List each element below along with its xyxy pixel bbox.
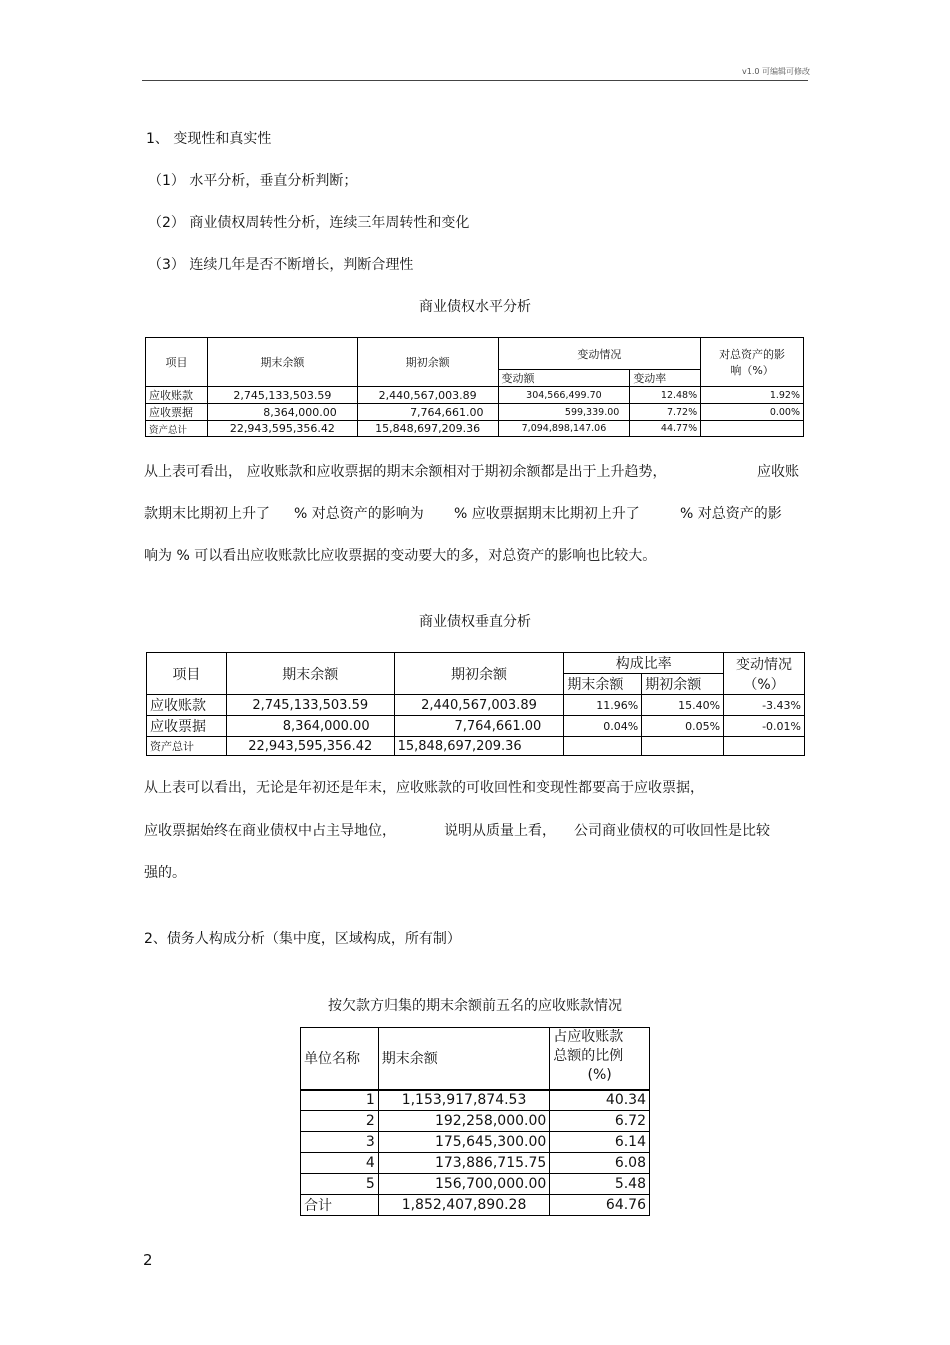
impact [701, 421, 804, 437]
change-rate: 7.72% [630, 404, 701, 421]
table-row [301, 1153, 650, 1174]
begin-balance: 7,764,661.00 [394, 716, 564, 737]
ratio-end [564, 737, 642, 756]
end-balance: 173,886,715.75 [378, 1153, 549, 1174]
table-row-total [301, 1195, 650, 1216]
para1-line1b: 应收账 [757, 464, 799, 480]
pct: 5.48 [550, 1174, 650, 1195]
header-unit: 单位名称 [301, 1028, 379, 1090]
row-name: 应收账款 [147, 695, 227, 716]
header-change-line2: （%） [743, 676, 785, 693]
pct: 6.72 [550, 1111, 650, 1132]
table-row [146, 387, 804, 404]
para1-line2c: % 应收票据期末比期初上升了 [454, 506, 640, 522]
header-begin-balance: 期初余额 [394, 653, 564, 695]
para2-line3: 强的。 [144, 865, 186, 881]
header-change-amount: 变动额 [498, 370, 630, 387]
end-balance: 8,364,000.00 [226, 716, 394, 737]
header-ratio-end: 期末余额 [564, 674, 642, 695]
unit: 1 [301, 1090, 379, 1111]
change [724, 737, 805, 756]
end-balance: 22,943,595,356.42 [226, 737, 394, 756]
begin-balance: 2,440,567,003.89 [357, 387, 498, 404]
table-row [301, 1090, 650, 1111]
vertical-analysis-table [146, 652, 805, 756]
unit: 4 [301, 1153, 379, 1174]
para2-line1: 从上表可以看出，无论是年初还是年末，应收账款的可收回性和变现性都要高于应收票据， [144, 780, 704, 796]
table-row [147, 695, 805, 716]
section2-title: 2、债务人构成分析（集中度，区域构成，所有制） [144, 931, 461, 947]
pct: 6.08 [550, 1153, 650, 1174]
table-row [301, 1174, 650, 1195]
header-change-line1: 变动情况 [736, 656, 793, 673]
begin-balance: 15,848,697,209.36 [394, 737, 564, 756]
page-number: 2 [143, 1251, 153, 1269]
para1-line3: 响为 % 可以看出应收账款比应收票据的变动要大的多，对总资产的影响也比较大。 [144, 548, 657, 564]
row-name: 应收账款 [146, 387, 208, 404]
header-item: 项目 [147, 653, 227, 695]
section1-item-3: （3） 连续几年是否不断增长，判断合理性 [148, 257, 414, 273]
para2-line2c: 公司商业债权的可收回性是比较 [574, 823, 770, 839]
header-end-balance: 期末余额 [207, 338, 357, 387]
pct: 64.76 [550, 1195, 650, 1216]
impact: 1.92% [701, 387, 804, 404]
page-header: v1.0 可编辑可修改 [742, 67, 810, 76]
header-pct-line1: 占应收账款 [553, 1029, 624, 1045]
ratio-end: 11.96% [564, 695, 642, 716]
table-row [147, 737, 805, 756]
change-amount: 599,339.00 [498, 404, 630, 421]
unit: 2 [301, 1111, 379, 1132]
table-row [146, 421, 804, 437]
table-row [146, 404, 804, 421]
end-balance: 22,943,595,356.42 [207, 421, 357, 437]
header-impact-line2: 响（%） [730, 364, 774, 377]
header-impact-line1: 对总资产的影 [719, 348, 786, 361]
begin-balance: 2,440,567,003.89 [394, 695, 564, 716]
change-amount: 7,094,898,147.06 [498, 421, 630, 437]
change: -0.01% [724, 716, 805, 737]
header-item: 项目 [146, 338, 208, 387]
ratio-begin: 0.05% [642, 716, 724, 737]
header-ratio: 构成比率 [564, 653, 724, 674]
header-pct [550, 1028, 650, 1090]
end-balance: 192,258,000.00 [378, 1111, 549, 1132]
top5-receivables-table [300, 1027, 650, 1216]
change: -3.43% [724, 695, 805, 716]
unit: 5 [301, 1174, 379, 1195]
change-amount: 304,566,499.70 [498, 387, 630, 404]
begin-balance: 15,848,697,209.36 [357, 421, 498, 437]
header-ratio-begin: 期初余额 [642, 674, 724, 695]
header-end-balance: 期末余额 [378, 1028, 549, 1090]
row-name: 资产总计 [147, 737, 227, 756]
table3-caption: 按欠款方归集的期末余额前五名的应收账款情况 [328, 998, 622, 1014]
para1-line1a: 从上表可看出， 应收账款和应收票据的期末余额相对于期初余额都是出于上升趋势， [144, 464, 667, 480]
horizontal-analysis-table [145, 337, 804, 437]
table-row [301, 1132, 650, 1153]
row-name: 应收票据 [146, 404, 208, 421]
pct: 40.34 [550, 1090, 650, 1111]
change-rate: 12.48% [630, 387, 701, 404]
unit: 合计 [301, 1195, 379, 1216]
change-rate: 44.77% [630, 421, 701, 437]
unit: 3 [301, 1132, 379, 1153]
para1-line2a: 款期末比期初上升了 [144, 506, 270, 522]
ratio-end: 0.04% [564, 716, 642, 737]
ratio-begin [642, 737, 724, 756]
table-row [301, 1111, 650, 1132]
section1-item-2: （2） 商业债权周转性分析，连续三年周转性和变化 [148, 215, 470, 231]
end-balance: 156,700,000.00 [378, 1174, 549, 1195]
header-end-balance: 期末余额 [226, 653, 394, 695]
table-row [147, 716, 805, 737]
para1-line2d: % 对总资产的影 [680, 506, 782, 522]
ratio-begin: 15.40% [642, 695, 724, 716]
header-pct-line3: (%) [587, 1067, 612, 1083]
para1-line2b: % 对总资产的影响为 [294, 506, 424, 522]
end-balance: 2,745,133,503.59 [226, 695, 394, 716]
end-balance: 8,364,000.00 [207, 404, 357, 421]
section1-item-1: （1） 水平分析，垂直分析判断； [148, 173, 358, 189]
impact: 0.00% [701, 404, 804, 421]
end-balance: 1,153,917,874.53 [378, 1090, 549, 1111]
para2-line2a: 应收票据始终在商业债权中占主导地位， [144, 823, 396, 839]
table1-caption: 商业债权水平分析 [419, 299, 531, 315]
header-begin-balance: 期初余额 [357, 338, 498, 387]
header-change: 变动情况 [498, 338, 701, 370]
end-balance: 175,645,300.00 [378, 1132, 549, 1153]
section1-title: 1、 变现性和真实性 [146, 131, 272, 147]
begin-balance: 7,764,661.00 [357, 404, 498, 421]
table2-caption: 商业债权垂直分析 [419, 614, 531, 630]
row-name: 资产总计 [146, 421, 208, 437]
header-pct-line2: 总额的比例 [553, 1048, 624, 1064]
end-balance: 2,745,133,503.59 [207, 387, 357, 404]
header-change-rate: 变动率 [630, 370, 701, 387]
header-impact [701, 338, 804, 387]
header-rule [142, 80, 808, 81]
para2-line2b: 说明从质量上看， [444, 823, 556, 839]
header-change [724, 653, 805, 695]
pct: 6.14 [550, 1132, 650, 1153]
row-name: 应收票据 [147, 716, 227, 737]
end-balance: 1,852,407,890.28 [378, 1195, 549, 1216]
